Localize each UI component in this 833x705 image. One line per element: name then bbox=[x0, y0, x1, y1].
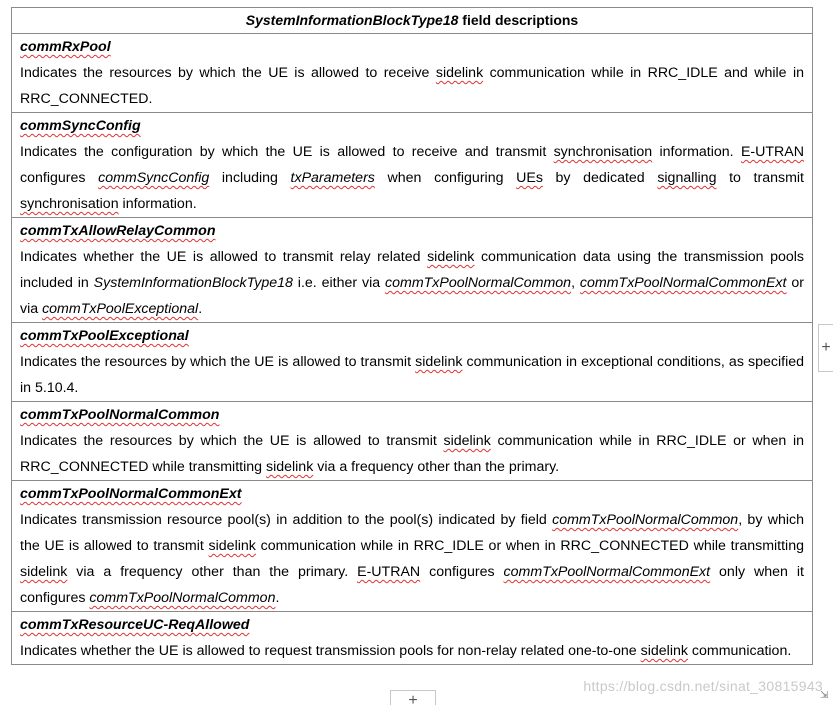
field-description-row bbox=[12, 638, 813, 665]
description-text: by dedicated bbox=[542, 170, 658, 186]
field-description-cell bbox=[12, 139, 813, 218]
description-text: Indicates whether the UE is allowed to request transmission pools for non-relay related one-to-one bbox=[20, 643, 641, 659]
expand-side-button[interactable]: + bbox=[818, 324, 833, 372]
add-row-button[interactable]: + bbox=[390, 690, 436, 705]
field-description-cell bbox=[12, 349, 813, 402]
description-text: Indicates the configuration by which the UE is allowed to receive and transmit bbox=[20, 144, 554, 160]
description-text: Indicates the resources by which the UE is allowed to transmit bbox=[20, 354, 416, 370]
watermark-text: https://blog.csdn.net/sinat_30815943 bbox=[583, 678, 823, 694]
description-text: only when it configures bbox=[20, 564, 804, 606]
description-text: sidelink bbox=[435, 65, 484, 81]
description-text: or via bbox=[20, 275, 804, 317]
description-text: sidelink bbox=[208, 538, 256, 554]
field-name-row bbox=[12, 218, 813, 245]
field-description-cell bbox=[12, 244, 813, 323]
description-text: including bbox=[209, 170, 291, 186]
field-description-cell bbox=[12, 638, 813, 665]
field-reference: commTxPoolNormalCommon bbox=[552, 512, 739, 528]
description-text: sidelink bbox=[443, 433, 491, 449]
field-name: commSyncConfig bbox=[20, 118, 141, 134]
field-name: commTxPoolExceptional bbox=[20, 328, 189, 344]
description-text: E-UTRAN bbox=[357, 564, 421, 580]
field-description-row bbox=[12, 244, 813, 323]
description-text: Indicates whether the UE is allowed to transmit relay related bbox=[20, 249, 428, 265]
field-description-row bbox=[12, 349, 813, 402]
field-name-row bbox=[12, 34, 813, 61]
field-description-row bbox=[12, 139, 813, 218]
description-text: synchronisation bbox=[20, 196, 119, 212]
field-description-cell bbox=[12, 60, 813, 113]
description-text: sidelink bbox=[415, 354, 463, 370]
resize-handle-icon[interactable]: ⇲ bbox=[820, 690, 829, 701]
field-name-cell bbox=[12, 323, 813, 350]
field-name-cell bbox=[12, 402, 813, 429]
description-text: , bbox=[571, 275, 580, 291]
description-text: information. bbox=[118, 196, 197, 212]
description-text: sidelink bbox=[20, 564, 68, 580]
description-text: via a frequency other than the primary. bbox=[313, 459, 560, 475]
field-description-cell bbox=[12, 507, 813, 612]
description-text: UEs bbox=[516, 170, 543, 186]
field-name: commTxAllowRelayCommon bbox=[20, 223, 216, 239]
field-name-row bbox=[12, 612, 813, 639]
description-text: configures bbox=[420, 564, 504, 580]
description-text: communication data using the transmission pools included in bbox=[20, 249, 804, 291]
field-description-row bbox=[12, 507, 813, 612]
field-name-cell bbox=[12, 612, 813, 639]
table-header-suffix: field descriptions bbox=[458, 12, 579, 28]
field-reference: commSyncConfig bbox=[98, 170, 210, 186]
field-name-row bbox=[12, 113, 813, 140]
field-reference: commTxPoolNormalCommon bbox=[89, 590, 276, 606]
description-text: configures bbox=[20, 170, 99, 186]
field-name-row bbox=[12, 481, 813, 508]
field-description-row bbox=[12, 60, 813, 113]
description-text: when configuring bbox=[374, 170, 517, 186]
field-reference: txParameters bbox=[290, 170, 375, 186]
field-reference: commTxPoolNormalCommonExt bbox=[503, 564, 711, 580]
table-header bbox=[12, 8, 813, 34]
field-description-row bbox=[12, 428, 813, 481]
table-body bbox=[12, 34, 813, 665]
description-text: communication. bbox=[687, 643, 792, 659]
field-description-cell bbox=[12, 428, 813, 481]
description-text: . bbox=[198, 301, 203, 317]
field-name-cell bbox=[12, 113, 813, 140]
field-name-cell bbox=[12, 218, 813, 245]
description-text: communication while in RRC_IDLE or when in RRC_CONNECTED while transmitting bbox=[20, 433, 804, 475]
description-text: sidelink bbox=[265, 459, 314, 475]
description-text: sidelink bbox=[640, 643, 688, 659]
description-text: , by which the UE is allowed to transmit bbox=[20, 512, 804, 554]
description-text: communication while in RRC_IDLE and while in RRC_CONNECTED. bbox=[20, 65, 804, 107]
field-reference: commTxPoolNormalCommonExt bbox=[579, 275, 787, 291]
field-name: commTxPoolNormalCommon bbox=[20, 407, 220, 423]
field-name-row bbox=[12, 402, 813, 429]
description-text: sidelink bbox=[427, 249, 475, 265]
field-reference: commTxPoolNormalCommon bbox=[385, 275, 572, 291]
description-text: signalling bbox=[657, 170, 717, 186]
description-text: i.e. either via bbox=[292, 275, 386, 291]
description-text: information. bbox=[652, 144, 741, 160]
field-name-cell bbox=[12, 34, 813, 61]
field-name-cell bbox=[12, 481, 813, 508]
description-text: to transmit bbox=[716, 170, 805, 186]
description-text: Indicates transmission resource pool(s) in addition to the pool(s) indicated by field bbox=[20, 512, 553, 528]
description-text: communication while in RRC_IDLE or when in RRC_CONNECTED while transmitting bbox=[255, 538, 804, 554]
description-text: communication in exceptional conditions, as specified in 5.10.4. bbox=[20, 354, 805, 396]
description-text: via a frequency other than the primary. bbox=[67, 564, 358, 580]
table-header-row bbox=[12, 8, 813, 34]
field-descriptions-table bbox=[11, 7, 813, 665]
description-text: Indicates the resources by which the UE is allowed to receive bbox=[20, 65, 436, 81]
description-text: Indicates the resources by which the UE is allowed to transmit bbox=[20, 433, 444, 449]
description-text: . bbox=[275, 590, 280, 606]
field-name: commTxResourceUC-ReqAllowed bbox=[20, 617, 250, 633]
table-header-name: SystemInformationBlockType18 bbox=[245, 12, 459, 28]
field-reference: SystemInformationBlockType18 bbox=[93, 275, 293, 291]
description-text: E-UTRAN bbox=[740, 144, 804, 160]
field-name: commTxPoolNormalCommonExt bbox=[20, 486, 242, 502]
description-text: synchronisation bbox=[553, 144, 653, 160]
field-name-row bbox=[12, 323, 813, 350]
field-reference: commTxPoolExceptional bbox=[42, 301, 199, 317]
field-name: commRxPool bbox=[20, 39, 111, 55]
